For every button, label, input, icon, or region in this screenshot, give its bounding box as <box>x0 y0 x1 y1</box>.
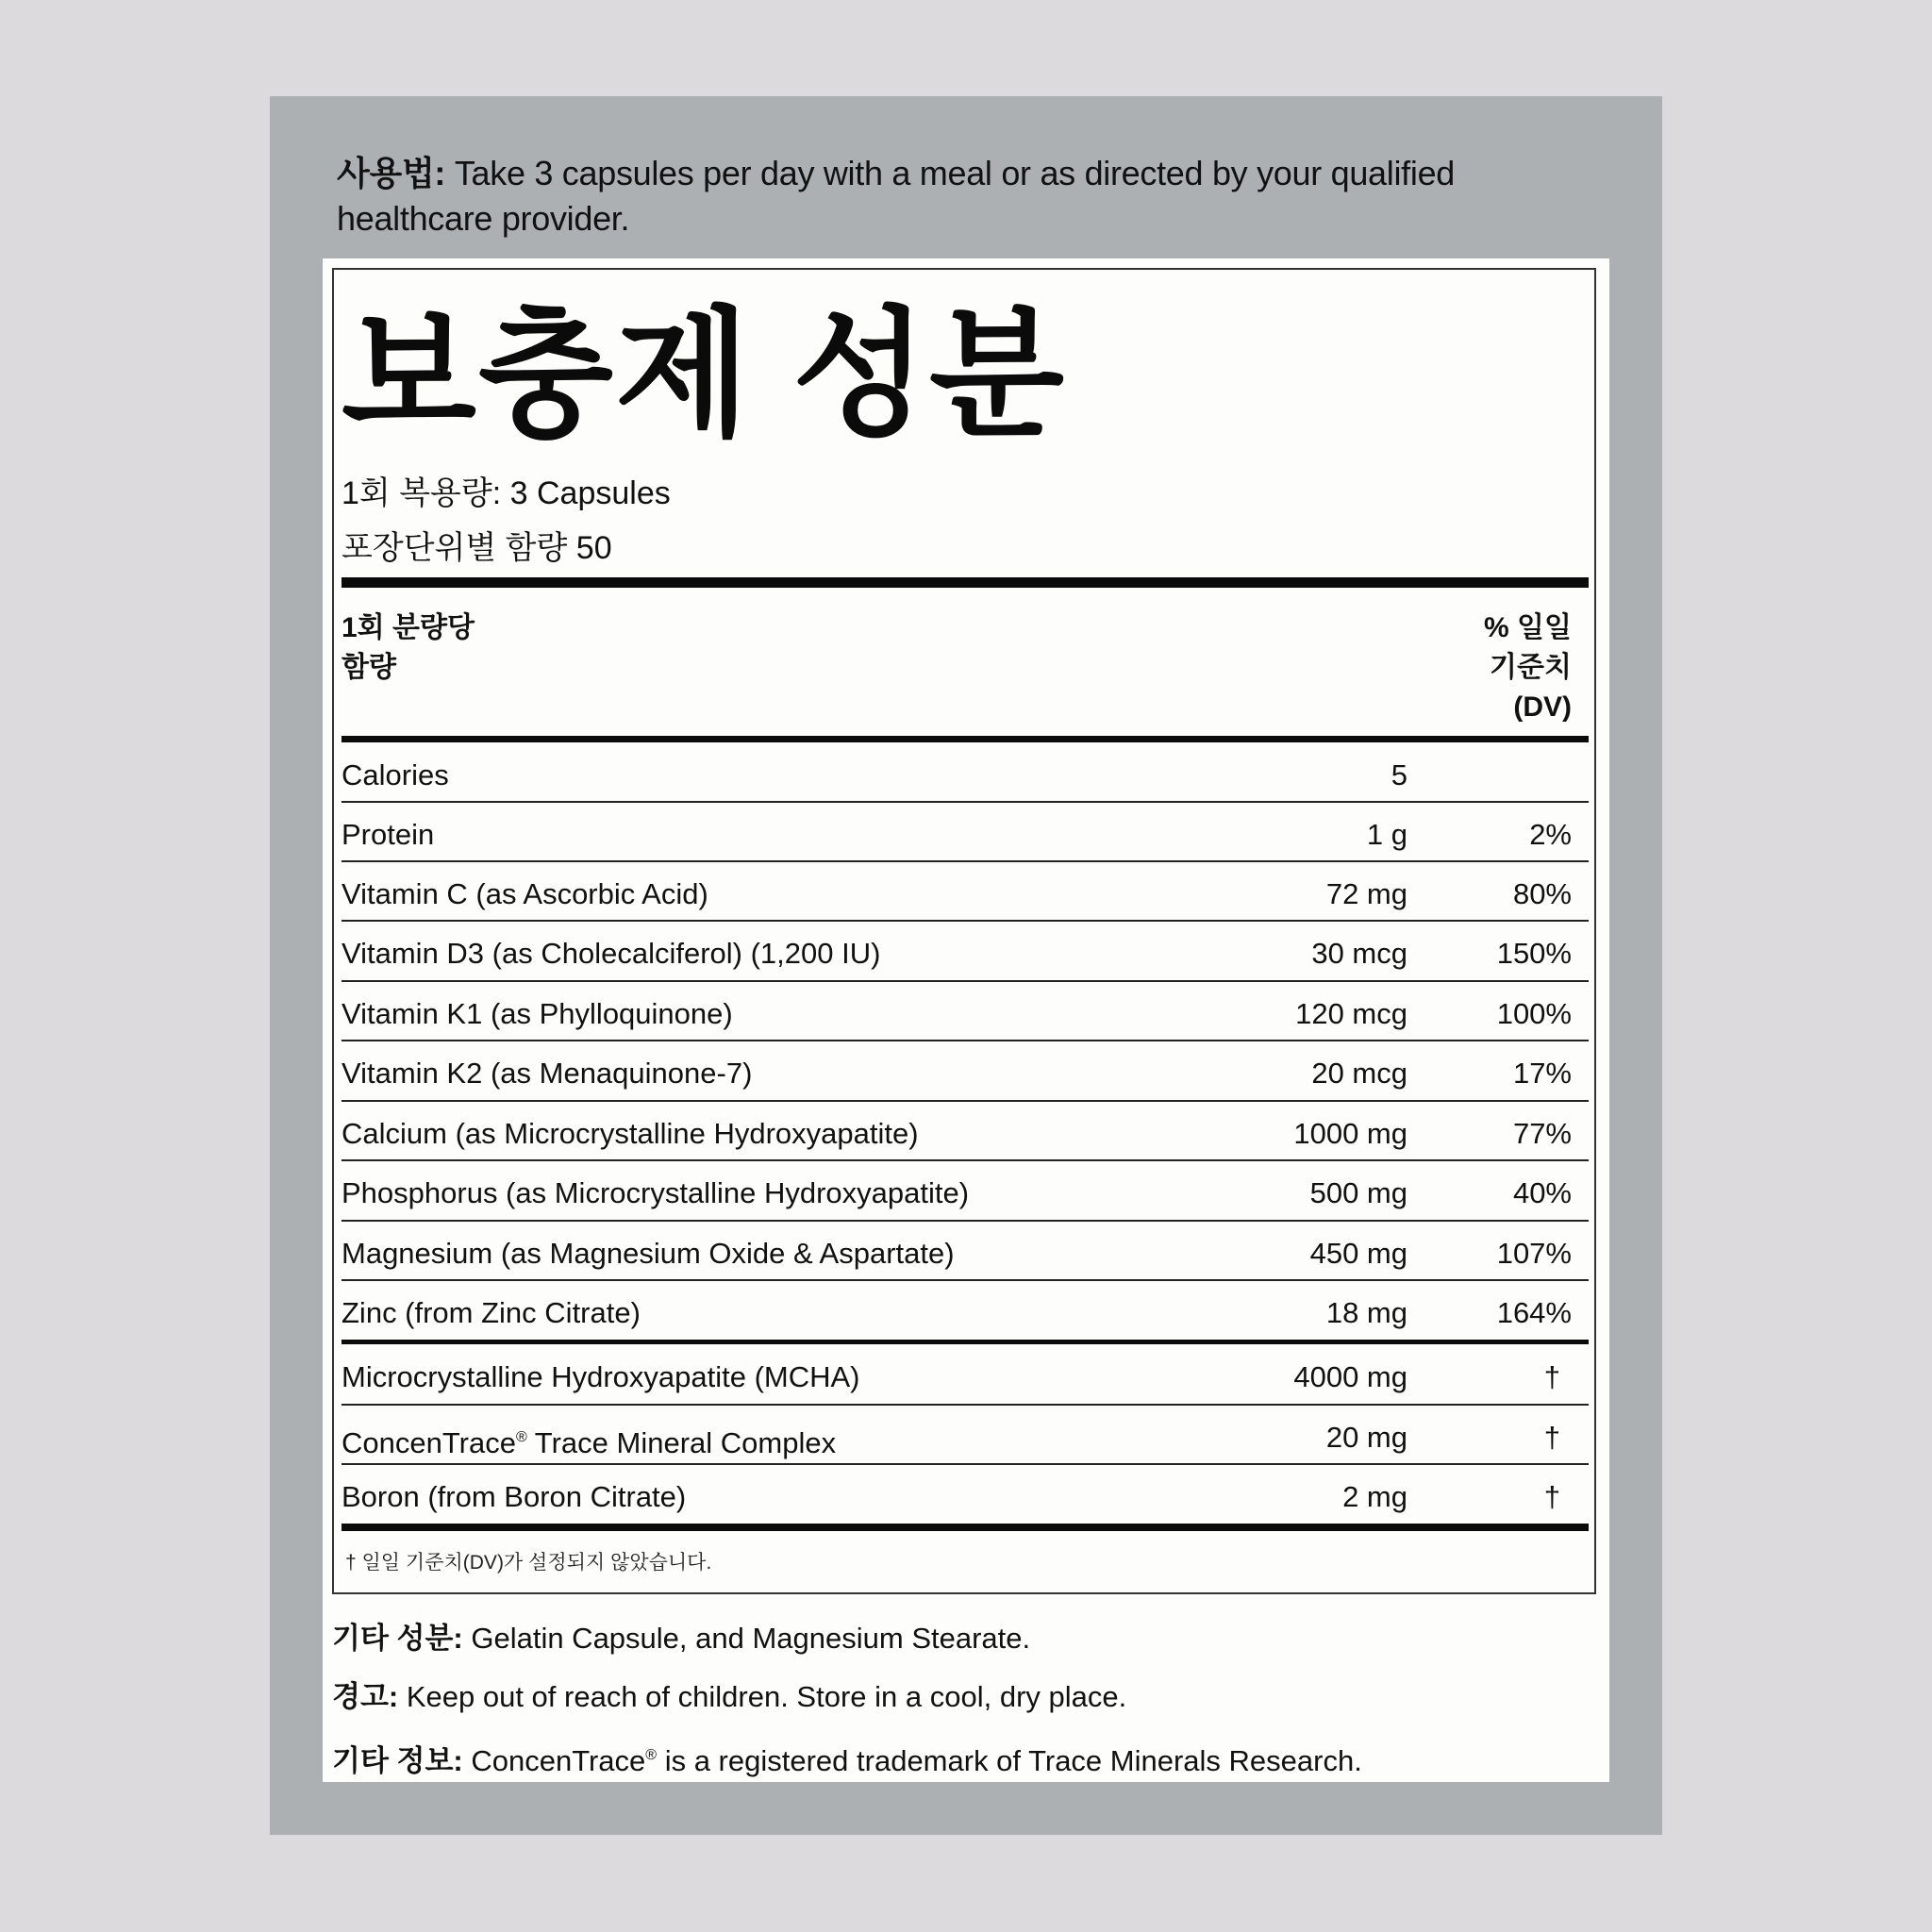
row-divider <box>341 980 1589 982</box>
ingredient-name-rest: Trace Mineral Complex <box>526 1426 837 1459</box>
other-info <box>332 1735 1362 1782</box>
nutrient-amount: 450 mg <box>1309 1237 1407 1270</box>
warning <box>332 1676 1126 1718</box>
serving-size: 1회 복용량: 3 Capsules <box>341 475 671 511</box>
warning-label: 경고: <box>332 1680 399 1713</box>
table-row <box>341 1283 1589 1342</box>
header-right-line3: (DV) <box>1513 691 1572 723</box>
table-row <box>341 1043 1589 1103</box>
nutrient-dv: 77% <box>1512 1117 1572 1150</box>
row-divider <box>341 1100 1589 1102</box>
other-info-brand: ConcenTrace <box>462 1744 646 1777</box>
directions-body: Take 3 capsules per day with a meal or as directed by your qualified healthcare provider. <box>337 154 1456 238</box>
header-left-line1: 1회 분량당 <box>341 612 475 643</box>
nutrient-name: Magnesium (as Magnesium Oxide & Aspartate) <box>341 1237 955 1270</box>
other-info-label: 기타 정보: <box>332 1744 463 1777</box>
thick-rule-header <box>341 736 1589 742</box>
amount-per-serving-header <box>341 608 475 688</box>
dagger-icon: † <box>1543 1480 1560 1513</box>
row-divider <box>341 920 1589 922</box>
nutrient-name: Zinc (from Zinc Citrate) <box>341 1296 641 1329</box>
nutrient-name: Vitamin C (as Ascorbic Acid) <box>341 877 708 910</box>
ingredient-amount: 20 mg <box>1325 1421 1407 1454</box>
table-row <box>341 1224 1589 1283</box>
table-row <box>341 1347 1589 1407</box>
nutrient-dv: 17% <box>1512 1057 1572 1090</box>
row-divider <box>341 1279 1589 1281</box>
nutrient-amount: 1 g <box>1366 818 1407 851</box>
table-row <box>341 805 1589 864</box>
nutrient-name: Protein <box>341 818 435 851</box>
nutrient-name: Vitamin K1 (as Phylloquinone) <box>341 997 733 1030</box>
table-row <box>341 864 1589 924</box>
thick-rule-other <box>341 1340 1589 1344</box>
nutrient-name: Calories <box>341 758 449 791</box>
row-divider <box>341 1040 1589 1041</box>
table-row <box>341 1104 1589 1163</box>
nutrient-amount: 30 mcg <box>1311 937 1407 970</box>
nutrient-name: Phosphorus (as Microcrystalline Hydroxyapatite) <box>341 1176 970 1209</box>
table-row <box>341 1467 1589 1526</box>
nutrient-amount: 120 mcg <box>1295 997 1407 1030</box>
nutrient-amount: 1000 mg <box>1293 1117 1407 1150</box>
thick-rule-bottom <box>341 1524 1589 1531</box>
row-divider <box>341 860 1589 862</box>
row-divider <box>341 1159 1589 1161</box>
servings-per-container: 포장단위별 함량 50 <box>341 530 612 566</box>
nutrient-amount: 5 <box>1391 758 1407 791</box>
nutrient-amount: 20 mcg <box>1311 1057 1407 1090</box>
other-ingredients <box>332 1618 1030 1659</box>
nutrient-dv: 107% <box>1496 1237 1572 1270</box>
ingredient-name: Microcrystalline Hydroxyapatite (MCHA) <box>341 1360 860 1393</box>
header-right-line2: 기준치 <box>1490 652 1572 683</box>
ingredient-amount: 2 mg <box>1342 1480 1407 1513</box>
thick-rule-top <box>341 577 1589 588</box>
row-divider <box>341 1220 1589 1222</box>
nutrient-dv: 164% <box>1496 1296 1572 1329</box>
ingredient-name-brand: ConcenTrace <box>341 1426 516 1459</box>
table-row <box>341 745 1589 805</box>
nutrient-amount: 18 mg <box>1325 1296 1407 1329</box>
daily-value-header <box>1484 608 1572 727</box>
directions-text <box>337 151 1601 242</box>
nutrient-dv: 40% <box>1512 1176 1572 1209</box>
nutrient-amount: 72 mg <box>1325 877 1407 910</box>
ingredient-amount: 4000 mg <box>1293 1360 1407 1393</box>
warning-text: Keep out of reach of children. Store in a cool, dry place. <box>398 1680 1127 1713</box>
panel-title: 보충제 성분 <box>341 297 1066 453</box>
table-row <box>341 1163 1589 1223</box>
other-ingredients-label: 기타 성분: <box>332 1622 463 1655</box>
dv-footnote: † 일일 기준치(DV)가 설정되지 않았습니다. <box>345 1552 712 1574</box>
registered-icon: ® <box>645 1747 658 1763</box>
table-row <box>341 984 1589 1043</box>
row-divider <box>341 1404 1589 1406</box>
dagger-icon: † <box>1543 1421 1560 1454</box>
registered-icon: ® <box>515 1429 527 1445</box>
other-ingredients-text: Gelatin Capsule, and Magnesium Stearate. <box>462 1622 1031 1655</box>
header-left-line2: 함량 <box>341 652 396 683</box>
nutrient-dv: 100% <box>1496 997 1572 1030</box>
nutrient-dv: 150% <box>1496 937 1572 970</box>
nutrient-dv: 80% <box>1512 877 1572 910</box>
nutrient-amount: 500 mg <box>1309 1176 1407 1209</box>
header-right-line1: % 일일 <box>1484 612 1572 643</box>
directions-label: 사용법: <box>337 154 446 192</box>
nutrient-name: Vitamin D3 (as Cholecalciferol) (1,200 IU) <box>341 937 881 970</box>
nutrient-name: Calcium (as Microcrystalline Hydroxyapatite) <box>341 1117 919 1150</box>
dagger-icon: † <box>1543 1360 1560 1393</box>
table-row <box>341 1407 1589 1467</box>
other-info-text: is a registered trademark of Trace Minerals Research. <box>657 1744 1362 1777</box>
ingredient-name: Boron (from Boron Citrate) <box>341 1480 687 1513</box>
nutrient-name: Vitamin K2 (as Menaquinone-7) <box>341 1057 753 1090</box>
nutrient-dv: 2% <box>1529 818 1572 851</box>
table-row <box>341 924 1589 983</box>
row-divider <box>341 1463 1589 1465</box>
row-divider <box>341 801 1589 803</box>
